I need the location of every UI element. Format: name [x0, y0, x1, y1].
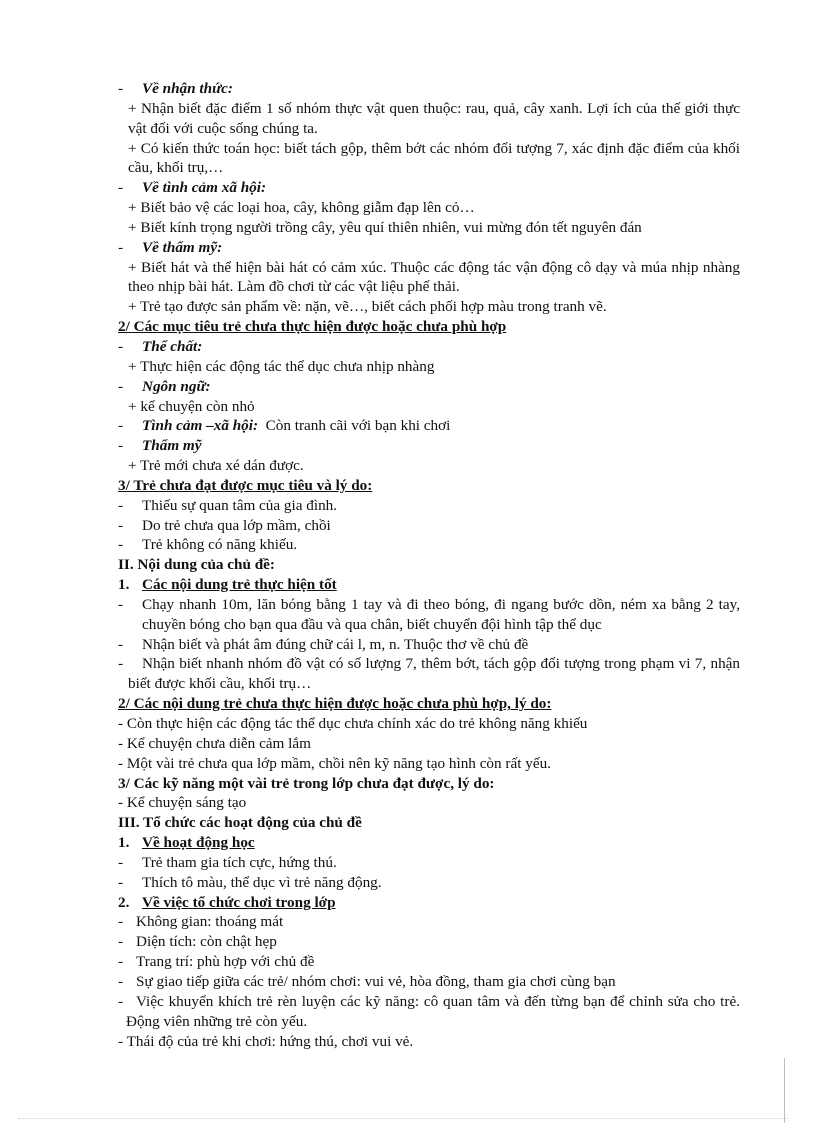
paragraph: + Biết kính trọng người trồng cây, yêu quí thiên nhiên, vui mừng đón tết nguyên đán [128, 218, 642, 236]
social-emotion-heading: Về tình cảm xã hội: [142, 179, 267, 197]
paragraph: + Trẻ mới chưa xé dán được. [128, 457, 304, 475]
paragraph: + Có kiến thức toán học: biết tách gộp, thêm bớt các nhóm đối tượng 7, xác định đặc điểm của khối cầu, khối trụ,… [128, 139, 740, 177]
subsection-heading: 2/ Các nội dung trẻ chưa thực hiện được hoặc chưa phù hợp, lý do: [118, 695, 552, 713]
list-item: - Nhận biết và phát âm đúng chữ cái l, m, n. Thuộc thơ về chủ đề [118, 635, 529, 653]
section-heading: - Về thẩm mỹ: [118, 238, 223, 256]
list-item: - Do trẻ chưa qua lớp mầm, chồi [118, 516, 331, 534]
paragraph: + Biết hát và thể hiện bài hát có cảm xúc. Thuộc các động tác vận động cô dạy và múa nhịp nhàng theo nhịp bài hát. Làm đồ chơi từ các vật liệu phế thải. [128, 258, 740, 296]
section-heading: - Thể chất: [118, 337, 203, 355]
subsection-heading: 2. Về việc tổ chức chơi trong lớp [118, 893, 336, 911]
paragraph: + kể chuyện còn nhỏ [128, 397, 255, 415]
list-item: - Thích tô màu, thể dục vì trẻ năng động. [118, 873, 382, 891]
section-heading: - Tình cảm –xã hội: Còn tranh cãi với bạn khi chơi [118, 417, 451, 435]
list-item: - Trẻ tham gia tích cực, hứng thú. [118, 853, 337, 871]
list-item: - Việc khuyến khích trẻ rèn luyện các kỹ năng: cô quan tâm và đến từng bạn để chỉnh sửa cho trẻ. Động viên những trẻ còn yếu. [118, 992, 740, 1030]
cognition-heading: Về nhận thức: [142, 80, 233, 97]
heading-unmet-goals: 2/ Các mục tiêu trẻ chưa thực hiện được hoặc chưa phù hợp [118, 318, 507, 336]
social-heading: Tình cảm –xã hội: [142, 417, 259, 435]
document-body [118, 79, 740, 1051]
list-item: - Một vài trẻ chưa qua lớp mầm, chồi nên kỹ năng tạo hình còn rất yếu. [118, 754, 551, 772]
paragraph: Còn tranh cãi với bạn khi chơi [265, 417, 451, 435]
list-item: - Trang trí: phù hợp với chủ đề [118, 953, 315, 971]
heading-reasons: 3/ Trẻ chưa đạt được mục tiêu và lý do: [118, 476, 373, 494]
paragraph: + Thực hiện các động tác thể dục chưa nhịp nhàng [128, 357, 435, 375]
physical-heading: Thể chất: [142, 337, 203, 355]
section-heading: - Về tình cảm xã hội: [118, 179, 267, 197]
paragraph: + Nhận biết đặc điểm 1 số nhóm thực vật quen thuộc: rau, quả, cây xanh. Lợi ích của thế giới thực vật đối với cuộc sống chúng ta. [128, 99, 740, 137]
aesthetics-heading: Về thẩm mỹ: [142, 238, 223, 256]
list-item: - Còn thực hiện các động tác thể dục chưa chính xác do trẻ không năng khiếu [118, 715, 588, 732]
section-heading: - Thẩm mỹ [118, 437, 202, 455]
list-item: - Trẻ không có năng khiếu. [118, 536, 298, 554]
paragraph: + Trẻ tạo được sản phẩm về: nặn, vẽ…, biết cách phối hợp màu trong tranh vẽ. [128, 298, 607, 316]
list-item: - Thiếu sự quan tâm của gia đình. [118, 496, 338, 514]
section-iii-heading: III. Tổ chức các hoạt động của chủ đề [118, 814, 362, 832]
list-item: - Kể chuyện sáng tạo [118, 794, 247, 812]
subsection-heading: 1. Về hoạt động học [118, 834, 255, 852]
language-heading: Ngôn ngữ: [142, 377, 211, 395]
section-heading: - Về nhận thức: [118, 80, 233, 97]
subsection-heading: 3/ Các kỹ năng một vài trẻ trong lớp chưa đạt được, lý do: [118, 774, 495, 792]
list-item: - Không gian: thoáng mát [118, 913, 284, 931]
list-item: - Nhận biết nhanh nhóm đồ vật có số lượng 7, thêm bớt, tách gộp đối tượng trong phạm vi 7, nhận biết được khối cầu, khối trụ… [118, 655, 740, 693]
page-corner-mark [784, 1058, 785, 1123]
list-item: - Sự giao tiếp giữa các trẻ/ nhóm chơi: vui vẻ, hòa đồng, tham gia chơi cùng bạn [118, 972, 616, 990]
list-item: - Thái độ của trẻ khi chơi: hứng thú, chơi vui vẻ. [118, 1032, 414, 1050]
section-heading: - Ngôn ngữ: [118, 377, 211, 395]
subsection-heading: 1. Các nội dung trẻ thực hiện tốt [118, 576, 337, 594]
paragraph: + Biết bảo vệ các loại hoa, cây, không giẫm đạp lên cỏ… [128, 199, 475, 217]
list-item: - Chạy nhanh 10m, lăn bóng bằng 1 tay và đi theo bóng, đi ngang bước dồn, ném xa bằng 2 tay, chuyền bóng cho bạn qua đầu và qua chân, biết chuyển đội hình tập thể dục [118, 595, 740, 633]
section-ii-heading: II. Nội dung của chủ đề: [118, 556, 275, 574]
list-item: - Kể chuyện chưa diễn cảm lắm [118, 734, 311, 752]
page-bottom-edge [18, 1118, 788, 1119]
list-item: - Diện tích: còn chật hẹp [118, 933, 277, 951]
aesthetics-heading-2: Thẩm mỹ [142, 437, 202, 455]
